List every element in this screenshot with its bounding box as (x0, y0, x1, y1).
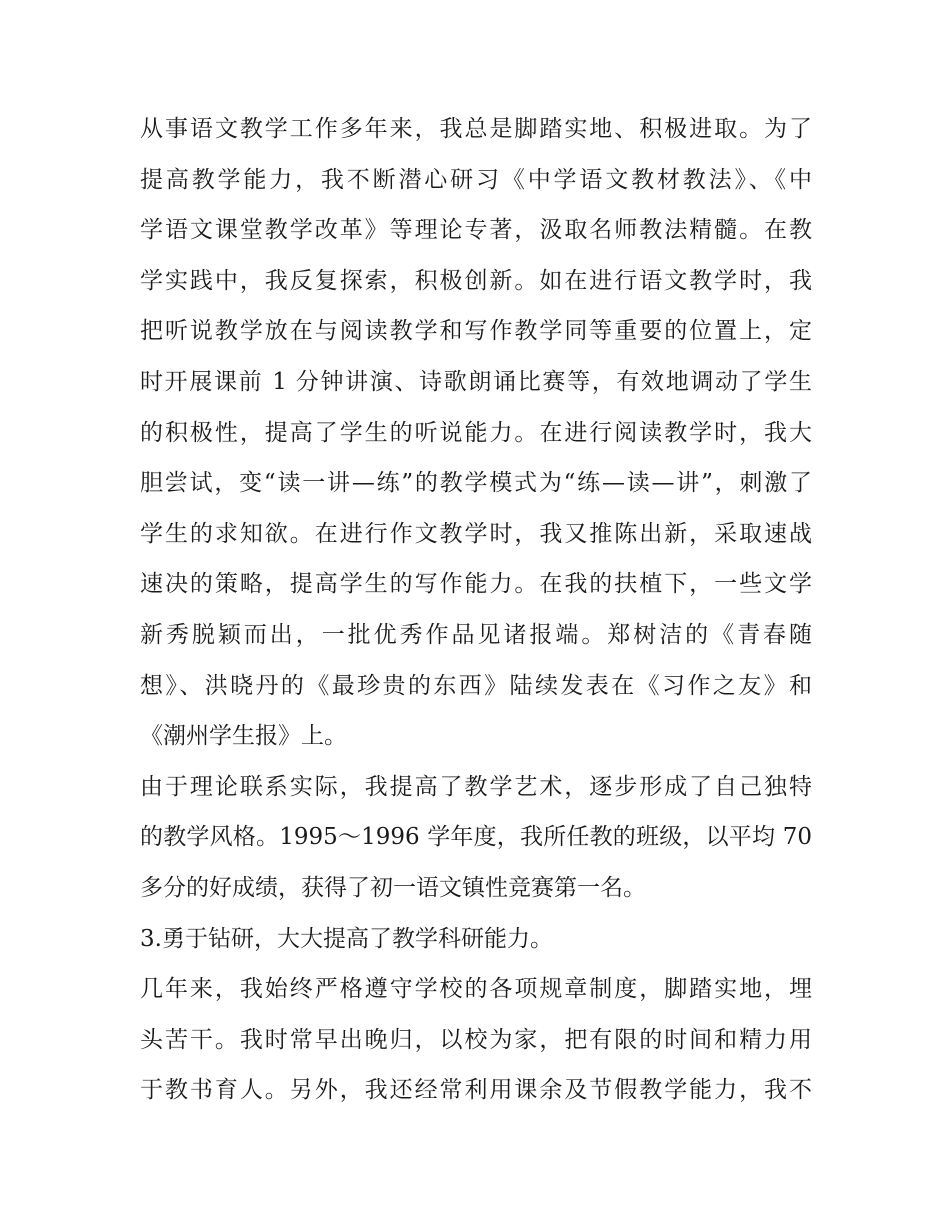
text-line: 由于理论联系实际，我提高了教学艺术，逐步形成了自己独特 (140, 773, 812, 800)
text-line: 几年来，我始终严格遵守学校的各项规章制度，脚踏实地，埋 (140, 976, 812, 1003)
text-line: 提高教学能力，我不断潜心研习《中学语文教材教法》、《中 (140, 166, 812, 193)
text-line: 想》、洪晓丹的《最珍贵的东西》陆续发表在《习作之友》和 (140, 672, 812, 699)
document-body (140, 104, 812, 1116)
text-line: 胆尝试，变“读一讲—练”的教学模式为“练—读—讲”，刺激了 (140, 470, 812, 497)
text-line: 学语文课堂教学改革》等理论专著，汲取名师教法精髓。在教 (140, 217, 812, 244)
paragraph-teaching-practice (140, 104, 812, 762)
text-line: 头苦干。我时常早出晚归，以校为家，把有限的时间和精力用 (140, 1026, 812, 1053)
paragraph-diligence (140, 964, 812, 1116)
text-line: 3.勇于钻研，大大提高了教学科研能力。 (140, 925, 553, 952)
text-line: 速决的策略，提高学生的写作能力。在我的扶植下，一些文学 (140, 571, 812, 598)
text-line: 学生的求知欲。在进行作文教学时，我又推陈出新，采取速战 (140, 520, 812, 547)
section-heading-research (140, 914, 812, 965)
text-line: 学实践中，我反复探索，积极创新。如在进行语文教学时，我 (140, 267, 812, 294)
text-line: 把听说教学放在与阅读教学和写作教学同等重要的位置上，定 (140, 318, 812, 345)
paragraph-teaching-style (140, 762, 812, 914)
text-line: 新秀脱颖而出，一批优秀作品见诸报端。郑树洁的《青春随 (140, 621, 812, 648)
text-line: 时开展课前 1 分钟讲演、诗歌朗诵比赛等，有效地调动了学生 (140, 368, 812, 395)
text-line: 从事语文教学工作多年来，我总是脚踏实地、积极进取。为了 (140, 116, 812, 142)
text-line: 的教学风格。1995～1996 学年度，我所任教的班级，以平均 70 (140, 824, 812, 851)
text-line: 的积极性，提高了学生的听说能力。在进行阅读教学时，我大 (140, 419, 812, 446)
text-line: 于教书育人。另外，我还经常利用课余及节假教学能力，我不 (140, 1077, 812, 1104)
text-line: 多分的好成绩，获得了初一语文镇性竞赛第一名。 (140, 874, 646, 901)
text-line: 《潮州学生报》上。 (140, 723, 347, 750)
